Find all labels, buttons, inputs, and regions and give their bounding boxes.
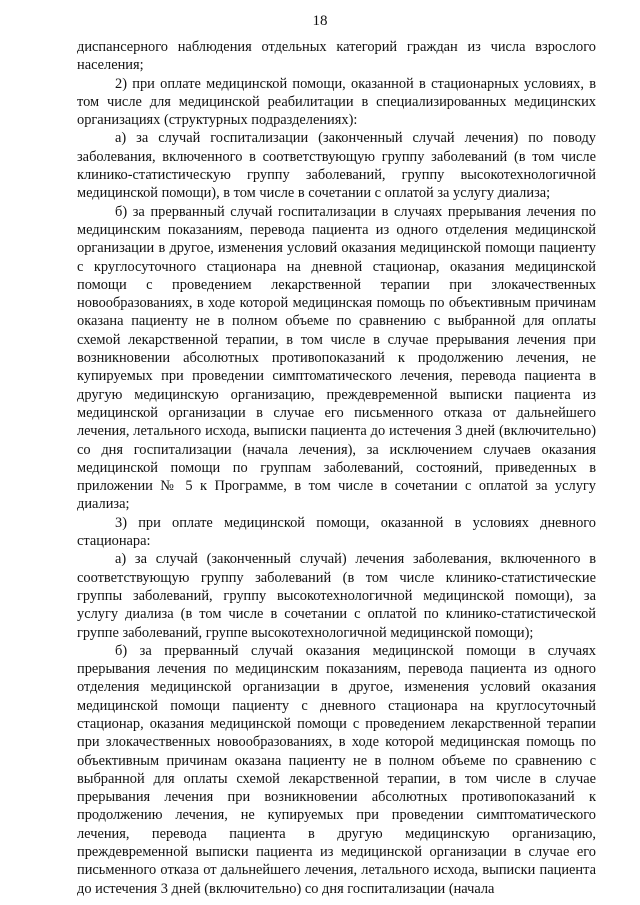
paragraph-subitem-a-inpatient: а) за случай госпитализации (законченный случай лечения) по поводу заболевания, включенного в соответствующую группу заболеваний (в том числе клинико-статистическую группу заболеваний, группу высокотехнологичной медицинской помощи), в том числе в сочетании с оплатой за услугу диализа; (77, 130, 596, 202)
document-body (77, 38, 596, 898)
page-number: 18 (312, 13, 328, 29)
paragraph-subitem-b-inpatient: б) за прерванный случай госпитализации в случаях прерывания лечения по медицинским показаниям, перевода пациента из одного отделения медицинской организации в другое, изменения условий оказания медицинской помощи пациенту с круглосуточного стационара на дневной стационар, оказания медицинской помощи с проведением лекарственной терапии при злокачественных новообразованиях, в ходе которой медицинская помощь по объективным причинам оказана пациенту не в полном объеме по сравнению с выбранной для оплаты схемой лекарственной терапии, в том числе в случае прерывания лечения при возникновении абсолютных противопоказаний к продолжению лечения, не купируемых при проведении симптоматического лечения, перевода пациента в другую медицинскую организацию, преждевременной выписки пациента из медицинской организации в случае его письменного отказа от дальнейшего лечения, летального исхода, выписки пациента до истечения 3 дней (включительно) со дня госпитализации (начала лечения), за исключением случаев оказания медицинской помощи по группам заболеваний, состояний, приведенных в приложении № 5 к Программе, в том числе в сочетании с оплатой за услугу диализа; (77, 203, 596, 513)
paragraph-item-3-day-hospital: 3) при оплате медицинской помощи, оказанной в условиях дневного стационара: (77, 514, 596, 550)
paragraph-continuation: диспансерного наблюдения отдельных категорий граждан из числа взрослого населения; (77, 39, 596, 74)
paragraph-subitem-b-day-hospital: б) за прерванный случай оказания медицинской помощи в случаях прерывания лечения по медицинским показаниям, перевода пациента из одного отделения медицинской организации в другое, изменения условий оказания медицинской помощи пациенту с дневного стационара на круглосуточный стационар, оказания медицинской помощи с проведением лекарственной терапии при злокачественных новообразованиях, в ходе которой медицинская помощь по объективным причинам оказана пациенту не в полном объеме по сравнению с выбранной для оплаты схемой лекарственной терапии, в том числе в случае прерывания лечения при возникновении абсолютных противопоказаний к продолжению лечения, не купируемых при проведении симптоматического лечения, перевода пациента в другую медицинскую организацию, преждевременной выписки пациента из медицинской организации в случае его письменного отказа от дальнейшего лечения, летального исхода, выписки пациента до истечения 3 дней (включительно) со дня госпитализации (начала (77, 642, 596, 897)
paragraph-subitem-a-day-hospital: а) за случай (законченный случай) лечения заболевания, включенного в соответствующую группу заболеваний (в том числе клинико-статистические группы заболеваний, группу высокотехнологичной медицинской помощи), за услугу диализа (в том числе в сочетании с оплатой по клинико-статистической группе заболеваний, группе высокотехнологичной медицинской помощи); (77, 551, 596, 641)
paragraph-item-2-inpatient: 2) при оплате медицинской помощи, оказанной в стационарных условиях, в том числе для медицинской реабилитации в специализированных медицинских организациях (структурных подразделениях): (77, 75, 596, 129)
